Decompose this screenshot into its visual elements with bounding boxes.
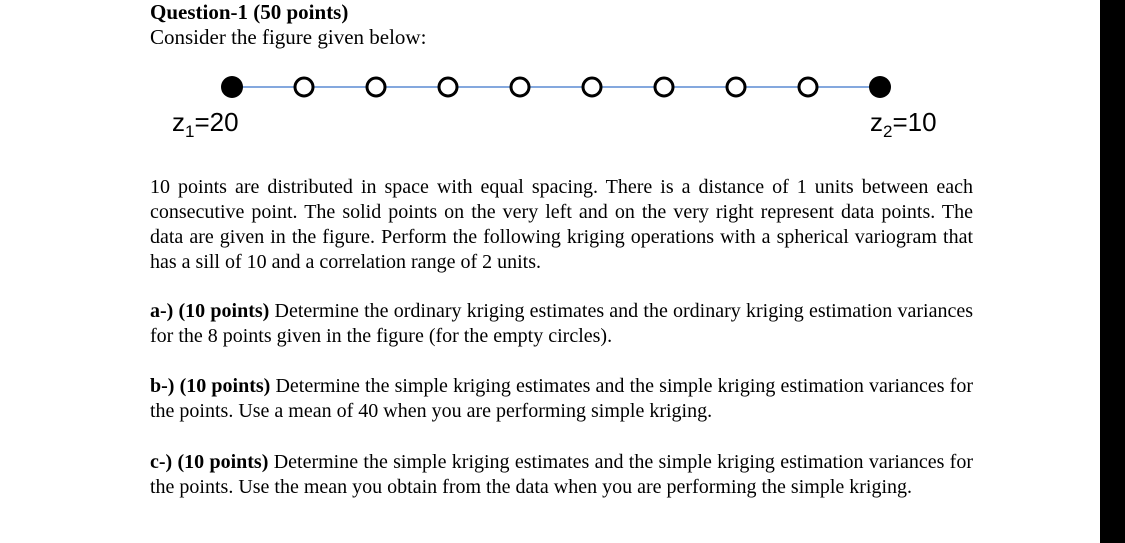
points-figure: [0, 60, 1100, 150]
part-a: [150, 299, 973, 349]
question-heading: Question-1 (50 points): [150, 0, 349, 24]
right-data-label: $z_2=10$: [870, 107, 937, 141]
estimation-point-empty: [439, 78, 457, 96]
part-b-text: Determine the simple kriging estimates and the simple kriging estimation variances for the points. Use a mean of 40 when you are performing simple kriging.: [150, 375, 973, 422]
part-c-label: c-) (10 points): [150, 451, 269, 473]
part-a-text: Determine the ordinary kriging estimates and the ordinary kriging estimation variances for the 8 points given in the figure (for the empty circles).: [150, 300, 973, 347]
estimation-point-empty: [727, 78, 745, 96]
part-a-label: a-) (10 points): [150, 300, 270, 322]
estimation-point-empty: [583, 78, 601, 96]
part-c-text: Determine the simple kriging estimates and the simple kriging estimation variances for the points. Use the mean you obtain from the data when you are performing the simple kriging.: [150, 451, 974, 498]
estimation-point-empty: [367, 78, 385, 96]
estimation-point-empty: [511, 78, 529, 96]
problem-description: 10 points are distributed in space with equal spacing. There is a distance of 1 units between each consecutive point. The solid points on the very left and on the very right represent data points. The data are given in the figure. Perform the following kriging operations with a spherical variogram that has a sill of 10 and a correlation range of 2 units.: [150, 176, 973, 273]
estimation-point-empty: [655, 78, 673, 96]
left-data-label: $z_1=20$: [172, 107, 239, 141]
data-point-solid: [869, 76, 891, 98]
data-point-solid: [221, 76, 243, 98]
intro-text: Consider the figure given below:: [150, 25, 427, 49]
estimation-point-empty: [295, 78, 313, 96]
estimation-point-empty: [799, 78, 817, 96]
part-c: [150, 450, 973, 500]
part-b: [150, 374, 973, 424]
part-b-label: b-) (10 points): [150, 375, 271, 397]
